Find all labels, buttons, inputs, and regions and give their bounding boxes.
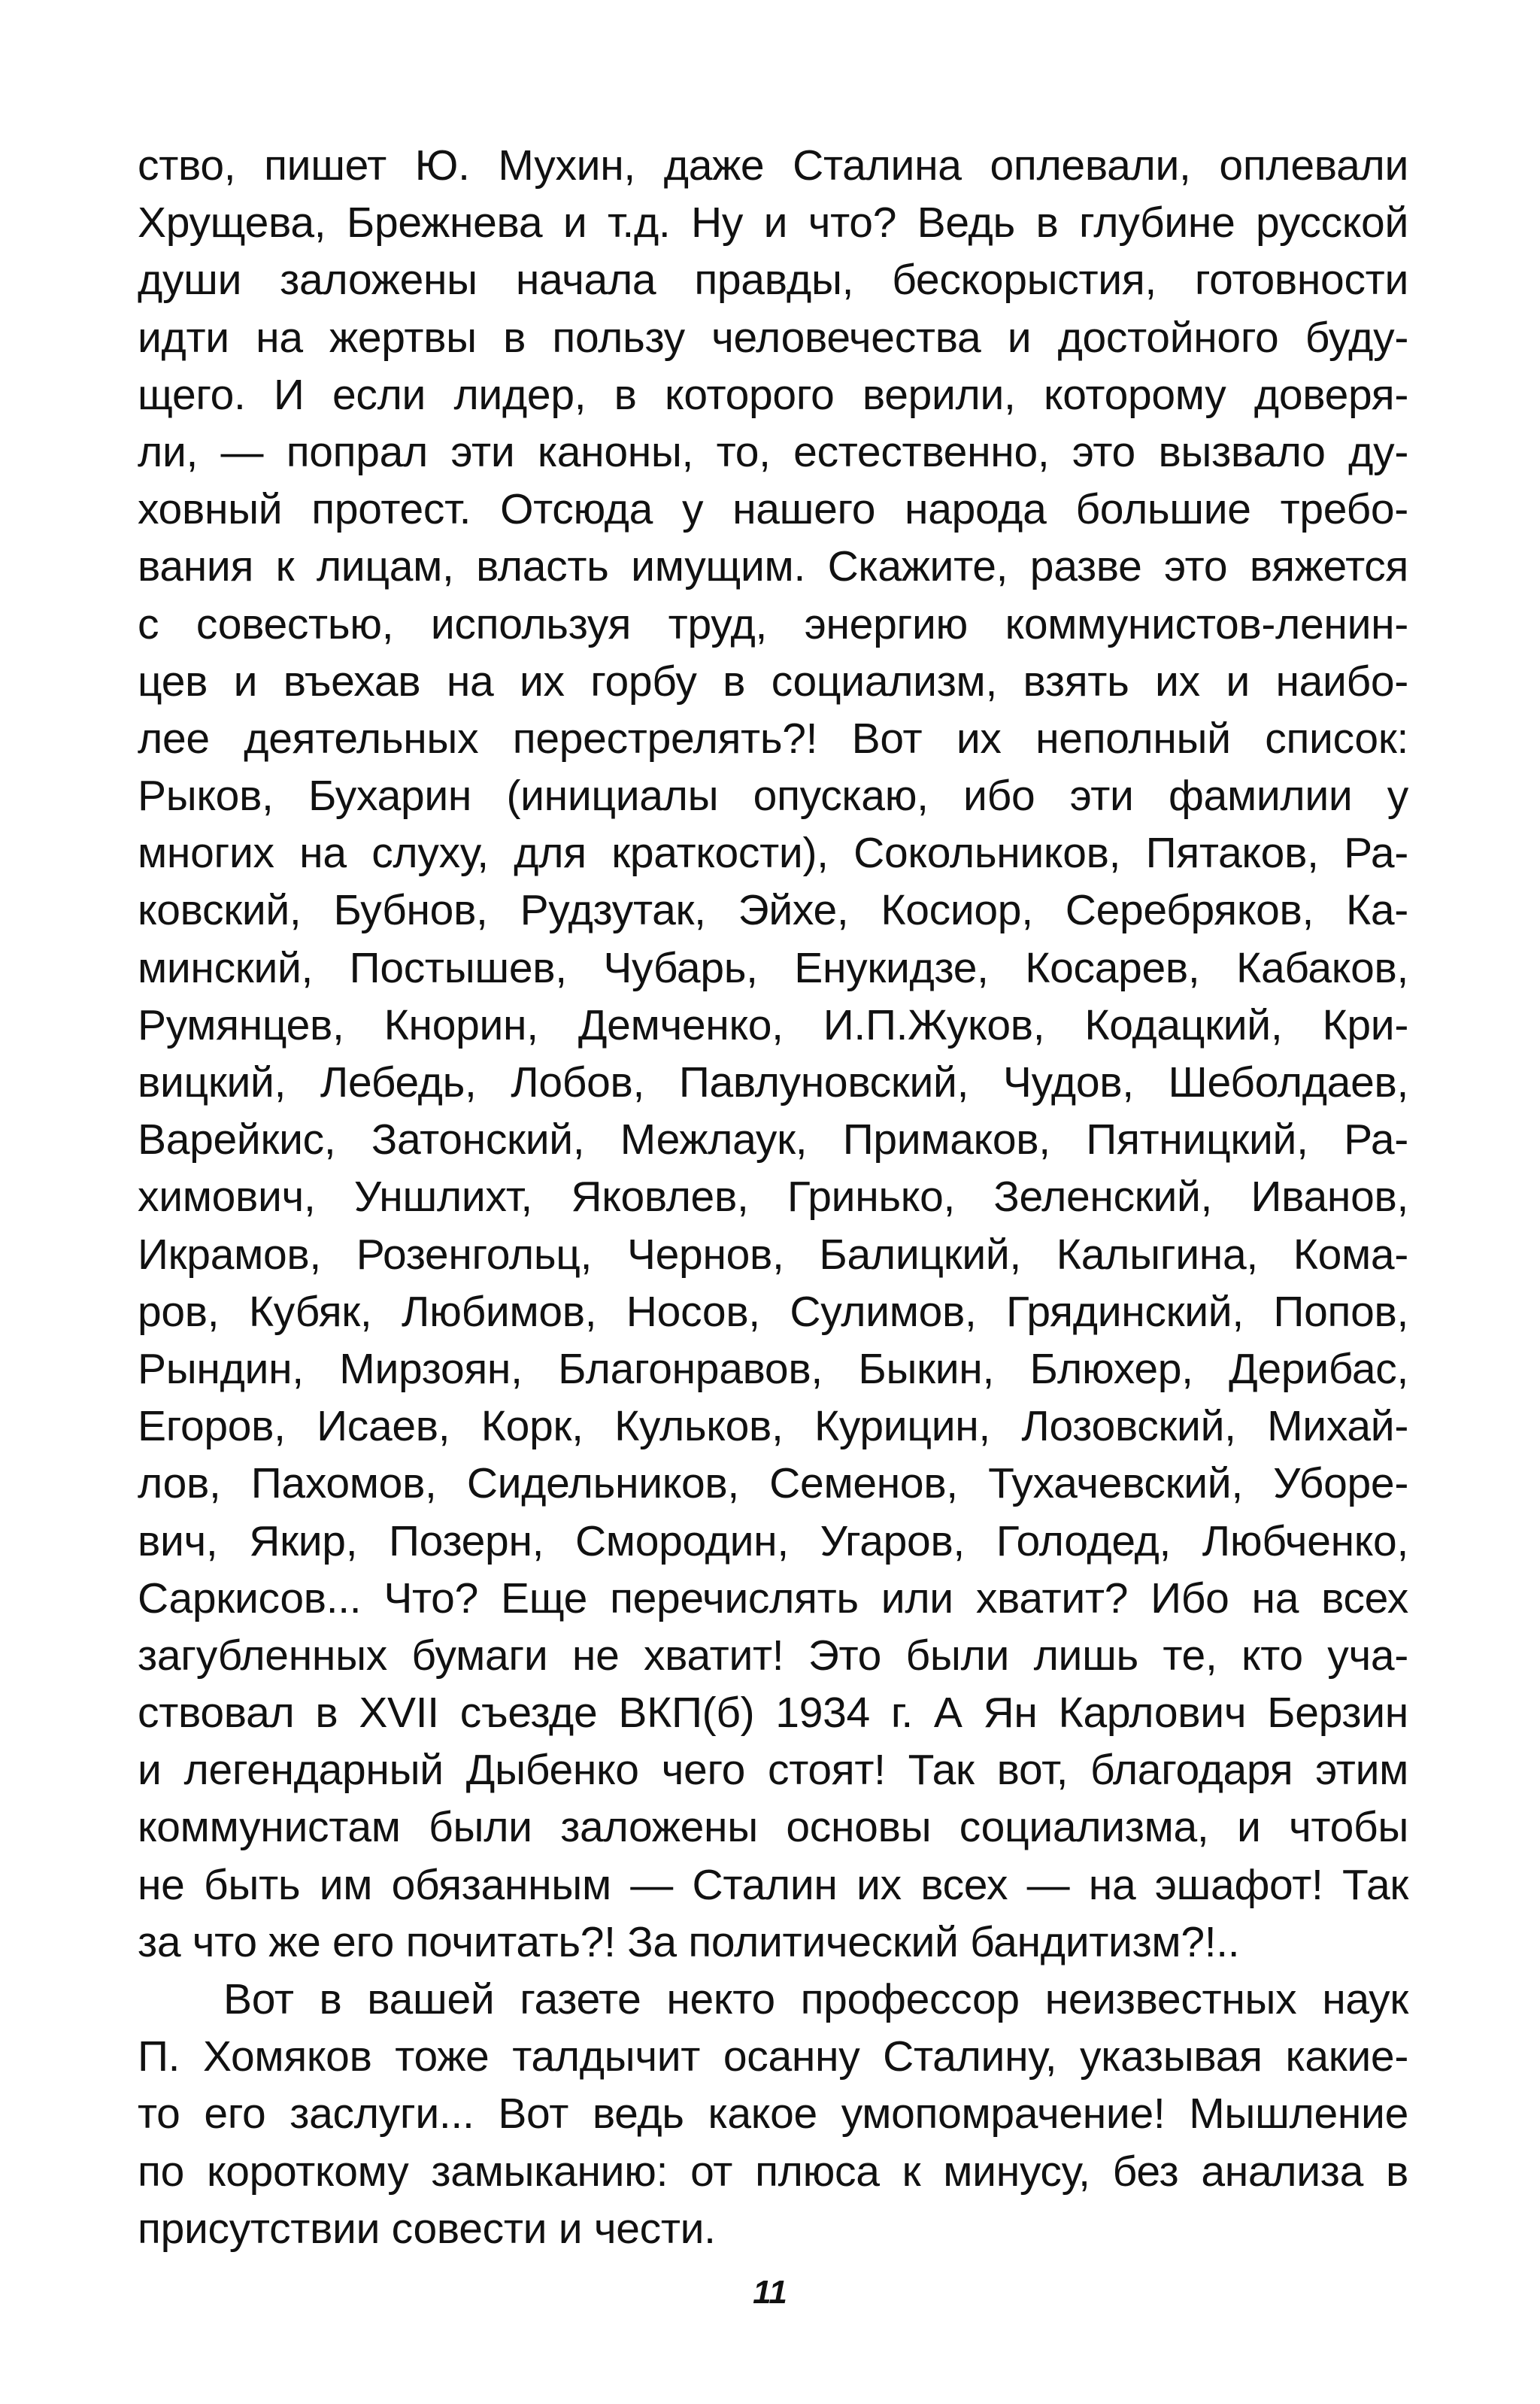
text-line: вич, Якир, Позерн, Смородин, Угаров, Голодед, Любченко, (138, 1516, 1408, 1565)
text-line: ховный протест. Отсюда у нашего народа большие требо- (138, 485, 1408, 534)
text-line: загубленных бумаги не хватит! Это были лишь те, кто уча- (138, 1631, 1408, 1680)
text-line: Варейкис, Затонский, Межлаук, Примаков, Пятницкий, Ра- (138, 1115, 1408, 1164)
text-line: ство, пишет Ю. Мухин, даже Сталина оплевали, оплевали (138, 141, 1408, 190)
text-line: лов, Пахомов, Сидельников, Семенов, Тухачевский, Уборе- (138, 1459, 1408, 1508)
text-line: Рыков, Бухарин (инициалы опускаю, ибо эти фамилии у (138, 772, 1408, 821)
text-line: лее деятельных перестрелять?! Вот их неполный список: (138, 714, 1408, 763)
text-line: многих на слуху, для краткости), Сокольников, Пятаков, Ра- (138, 829, 1408, 878)
text-line: минский, Постышев, Чубарь, Енукидзе, Косарев, Кабаков, (138, 943, 1408, 992)
text-line: ковский, Бубнов, Рудзутак, Эйхе, Косиор, Серебряков, Ка- (138, 886, 1408, 935)
page-body (138, 137, 1408, 2257)
text-line: и легендарный Дыбенко чего стоят! Так вот, благодаря этим (138, 1746, 1408, 1795)
text-line: вицкий, Лебедь, Лобов, Павлуновский, Чудов, Шеболдаев, (138, 1058, 1408, 1106)
text-line: Егоров, Исаев, Корк, Кульков, Курицин, Лозовский, Михай- (138, 1402, 1408, 1451)
text-line: ли, — попрал эти каноны, то, естественно, это вызвало ду- (138, 427, 1408, 476)
text-line: с совестью, используя труд, энергию коммунистов-ленин- (138, 599, 1408, 648)
text-line: Хрущева, Брежнева и т.д. Ну и что? Ведь в глубине русской (138, 199, 1408, 247)
text-line: не быть им обязанным — Сталин их всех — на эшафот! Так (138, 1860, 1408, 1909)
paragraph-2 (138, 1971, 1408, 2257)
text-line: то его заслуги... Вот ведь какое умопомрачение! Мышление (138, 2090, 1408, 2138)
text-line: коммунистам были заложены основы социализма, и чтобы (138, 1803, 1408, 1852)
text-line: присутствии совести и чести. (138, 2204, 716, 2253)
text-line: вания к лицам, власть имущим. Скажите, разве это вяжется (138, 542, 1408, 591)
text-line: ствовал в XVII съезде ВКП(б) 1934 г. А Ян Карлович Берзин (138, 1689, 1408, 1738)
text-line: ров, Кубяк, Любимов, Носов, Сулимов, Грядинский, Попов, (138, 1287, 1408, 1336)
text-line: щего. И если лидер, в которого верили, которому доверя- (138, 370, 1408, 419)
paragraph-1 (138, 137, 1408, 1971)
text-line: по короткому замыканию: от плюса к минусу, без анализа в (138, 2147, 1408, 2196)
text-line: Рындин, Мирзоян, Благонравов, Быкин, Блюхер, Дерибас, (138, 1344, 1408, 1393)
text-line: идти на жертвы в пользу человечества и достойного буду- (138, 313, 1408, 362)
text-line: Икрамов, Розенгольц, Чернов, Балицкий, Калыгина, Кома- (138, 1230, 1408, 1279)
text-line: Румянцев, Кнорин, Демченко, И.П.Жуков, Кодацкий, Кри- (138, 1000, 1408, 1049)
text-line: Вот в вашей газете некто профессор неизвестных наук (223, 1975, 1408, 2023)
text-line: Саркисов... Что? Еще перечислять или хватит? Ибо на всех (138, 1574, 1408, 1622)
text-line: души заложены начала правды, бескорыстия, готовности (138, 256, 1408, 305)
text-line: химович, Уншлихт, Яковлев, Гринько, Зеленский, Иванов, (138, 1173, 1408, 1222)
text-line: цев и въехав на их горбу в социализм, взять их и наибо- (138, 657, 1408, 706)
text-line: П. Хомяков тоже талдычит осанну Сталину, указывая какие- (138, 2032, 1408, 2081)
text-line: за что же его почитать?! За политический бандитизм?!.. (138, 1917, 1240, 1966)
page-number: 11 (753, 2274, 787, 2311)
